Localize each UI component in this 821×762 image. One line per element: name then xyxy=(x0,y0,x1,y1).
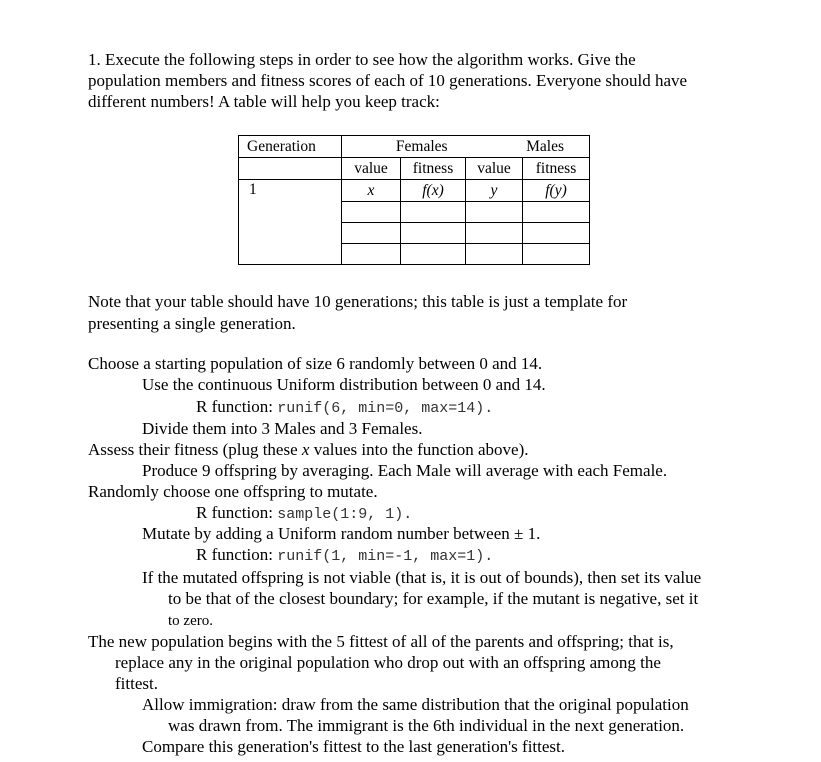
table-cell xyxy=(523,202,590,223)
generation-table xyxy=(238,135,590,265)
step-choose-mutate: Randomly choose one offspring to mutate. xyxy=(88,482,378,501)
step-new-population-line-1: The new population begins with the 5 fittest of all of the parents and offspring; that is, xyxy=(88,632,674,651)
assess-var: x xyxy=(301,440,310,459)
intro-line-2: population members and fitness scores of each of 10 generations. Everyone should have xyxy=(88,71,688,90)
male-fitness-fy: f(y) xyxy=(523,180,590,202)
step-mutate: Mutate by adding a Uniform random number between ± 1. xyxy=(142,524,541,543)
step-r-function-runif-mutate xyxy=(196,545,493,567)
step-assess-fitness xyxy=(88,440,529,460)
male-value-y: y xyxy=(466,180,523,202)
r-code: runif(1, min=-1, max=1). xyxy=(277,548,494,565)
step-new-population-line-2: replace any in the original population who drop out with an offspring among the xyxy=(115,653,661,672)
note-line-1: Note that your table should have 10 generations; this table is just a template for xyxy=(88,292,628,311)
intro-line-1: 1. Execute the following steps in order to see how the algorithm works. Give the xyxy=(88,50,636,69)
table-cell xyxy=(401,244,466,265)
step-r-function-sample xyxy=(196,503,412,525)
intro-line-3: different numbers! A table will help you keep track: xyxy=(88,92,440,111)
r-function-label: R function: xyxy=(196,503,278,522)
step-viability-line-1: If the mutated offspring is not viable (that is, it is out of bounds), then set its value xyxy=(142,568,702,587)
table-cell xyxy=(523,244,590,265)
r-code: sample(1:9, 1). xyxy=(277,506,413,523)
step-divide: Divide them into 3 Males and 3 Females. xyxy=(142,419,423,438)
table-cell xyxy=(401,223,466,244)
table-cell xyxy=(342,244,401,265)
table-cell xyxy=(342,202,401,223)
step-immigration-line-2: was drawn from. The immigrant is the 6th individual in the next generation. xyxy=(168,716,685,735)
r-function-label: R function: xyxy=(196,397,278,416)
assess-text-a: Assess their fitness (plug these xyxy=(88,440,302,459)
step-produce-offspring: Produce 9 offspring by averaging. Each Male will average with each Female. xyxy=(142,461,668,480)
subheader-female-fitness: fitness xyxy=(401,158,466,180)
step-compare: Compare this generation's fittest to the last generation's fittest. xyxy=(142,737,565,756)
table-cell xyxy=(523,223,590,244)
step-viability-line-3: to zero. xyxy=(168,613,213,629)
subheader-female-value: value xyxy=(342,158,401,180)
assess-text-b: values into the function above). xyxy=(309,440,529,459)
step-uniform-distribution: Use the continuous Uniform distribution between 0 and 14. xyxy=(142,375,546,394)
r-code: runif(6, min=0, max=14). xyxy=(277,400,494,417)
step-r-function-runif xyxy=(196,397,493,419)
step-choose-population: Choose a starting population of size 6 randomly between 0 and 14. xyxy=(88,354,543,373)
table-cell xyxy=(466,202,523,223)
step-new-population-line-3: fittest. xyxy=(115,674,158,693)
step-viability-line-2: to be that of the closest boundary; for example, if the mutant is negative, set it xyxy=(168,589,699,608)
subheader-male-value: value xyxy=(466,158,523,180)
table-cell xyxy=(401,202,466,223)
step-immigration-line-1: Allow immigration: draw from the same distribution that the original population xyxy=(142,695,689,714)
table-cell xyxy=(466,244,523,265)
generation-number: 1 xyxy=(239,180,342,265)
table-cell xyxy=(466,223,523,244)
female-fitness-fx: f(x) xyxy=(401,180,466,202)
header-males: Males xyxy=(466,136,590,158)
header-generation: Generation xyxy=(239,136,342,158)
note-line-2: presenting a single generation. xyxy=(88,314,296,333)
subheader-male-fitness: fitness xyxy=(523,158,590,180)
blank-cell xyxy=(239,158,342,180)
r-function-label: R function: xyxy=(196,545,278,564)
female-value-x: x xyxy=(342,180,401,202)
header-females: Females xyxy=(342,136,466,158)
table-cell xyxy=(342,223,401,244)
